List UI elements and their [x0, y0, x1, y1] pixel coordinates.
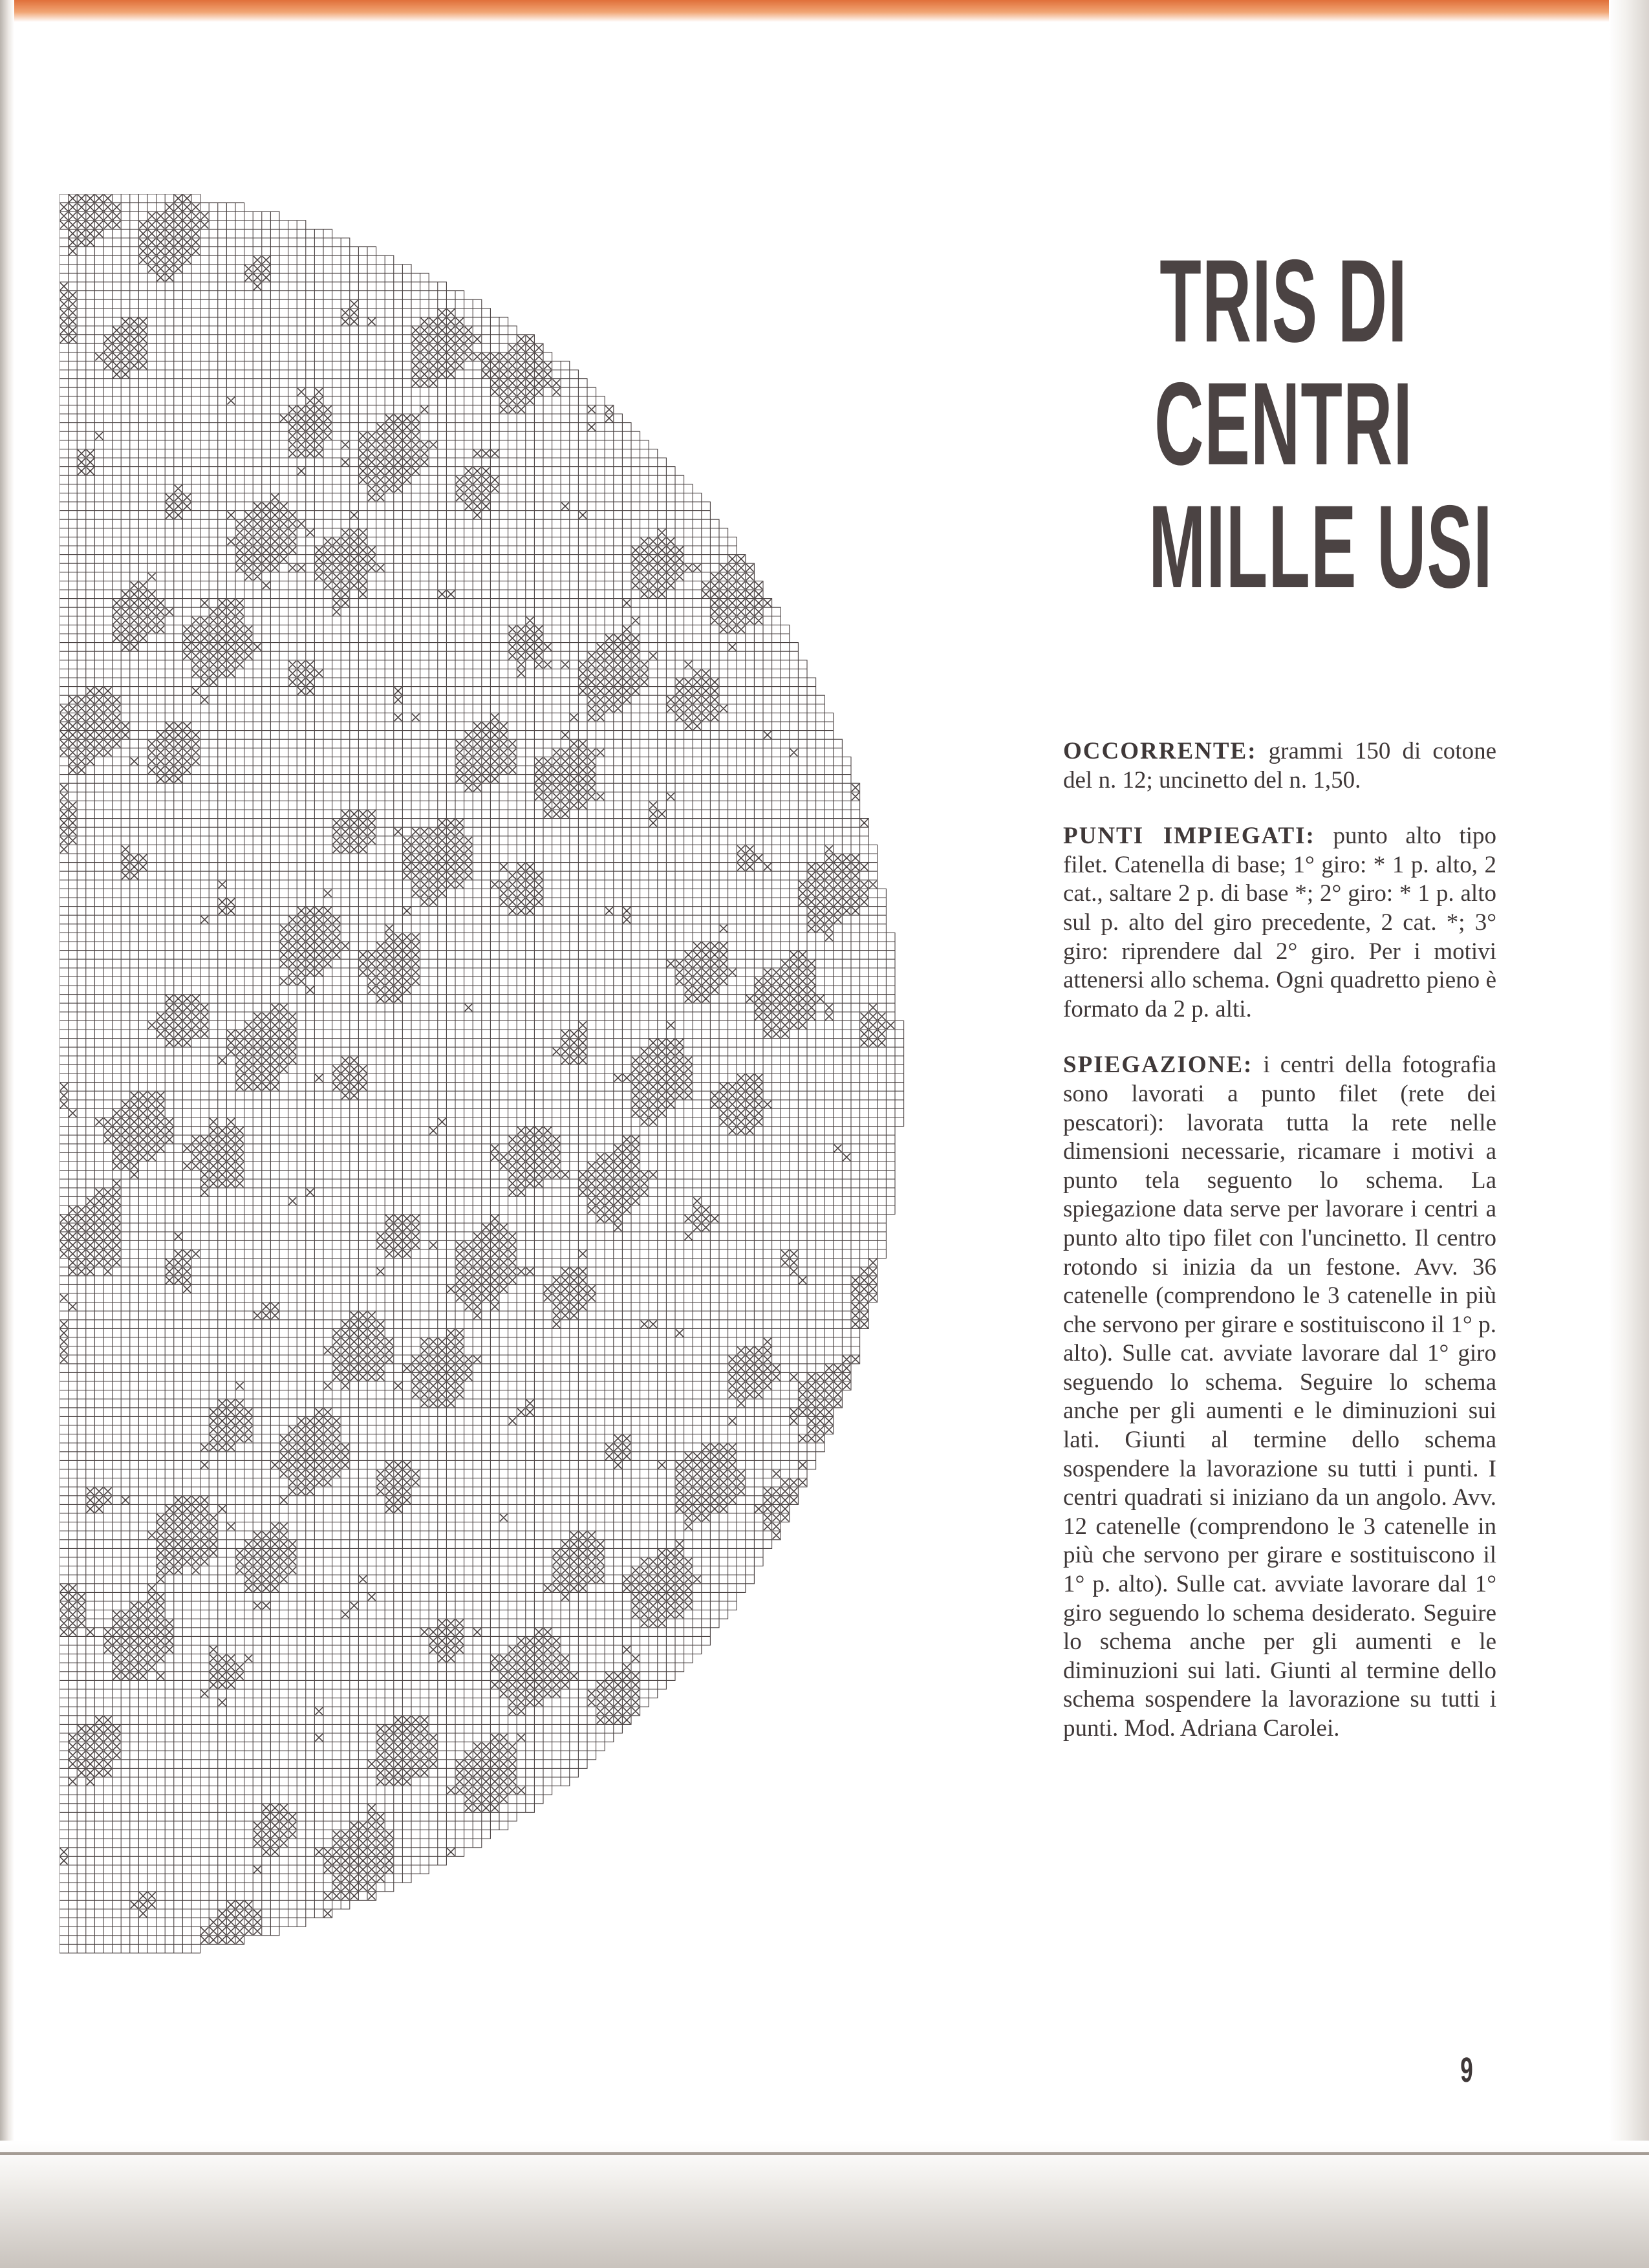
materials-heading: OCCORRENTE:: [1063, 738, 1257, 764]
instructions-heading: SPIEGAZIONE:: [1063, 1052, 1253, 1079]
instructions-text: i centri della fotografia sono lavorati a punto filet (rete dei pescatori): lavorata tutta la rete nelle dimensioni necessarie, ricamare i motivi a punto tela seguento lo schema. La spiegazione data serve per lavorare i centri a punto alto tipo filet con l'uncinetto. Il centro rotondo si inizia da un festone. Avv. 36 catenelle (comprendono le 3 catenelle in più che servono per girare e sostituiscono il 1° p. alto). Sulle cat. avviate lavorare dal 1° giro seguendo lo schema. Seguire lo schema anche per gli aumenti e le diminuzioni sui lati. Giunti al termine dello schema sospendere la lavorazione su tutti i punti. I centri quadrati si iniziano da un angolo. Avv. 12 catenelle (comprendono le 3 catenelle in più che servono per girare e sostituiscono il 1° p. alto). Sulle cat. avviate lavorare dal 1° giro seguendo lo schema desiderato. Seguire lo schema anche per gli aumenti e le diminuzioni sui lati. Giunti al termine dello schema sospendere la lavorazione su tutti i punti. Mod. Adriana Carolei.: [1063, 1052, 1496, 1742]
materials-text: grammi 150 di cotone del n. 12; uncinetto del n. 1,50.: [1063, 738, 1496, 794]
page-title: [1148, 235, 1493, 612]
stitches-heading: PUNTI IMPIEGATI:: [1063, 823, 1315, 850]
title-line-2: CENTRI: [1154, 358, 1413, 490]
stitches-paragraph: [1063, 822, 1496, 1024]
page-top-edge: [0, 0, 1649, 22]
page-right-edge: [1609, 0, 1649, 2268]
page-number: 9: [1460, 2051, 1473, 2090]
instructions-paragraph: [1063, 1051, 1496, 1743]
article-body: [1063, 737, 1496, 1771]
page-bottom-edge: [0, 2141, 1649, 2268]
title-line-1: TRIS DI: [1159, 235, 1408, 367]
title-line-3: MILLE USI: [1148, 481, 1493, 612]
materials-paragraph: [1063, 737, 1496, 795]
filet-crochet-chart: [59, 194, 1029, 1985]
stitches-text: punto alto tipo filet. Catenella di base; 1° giro: * 1 p. alto, 2 cat., saltare 2 p. di base *; 2° giro: * 1 p. alto sul p. alto del giro precedente, 2 cat. *; 3° giro: riprendere dal 2° giro. Per i motivi attenersi allo schema. Ogni quadretto pieno è formato da 2 p. alti.: [1063, 823, 1497, 1022]
chart-grid: [59, 194, 904, 1953]
chart-filled-squares: [60, 195, 894, 1943]
page-left-edge: [0, 0, 14, 2268]
